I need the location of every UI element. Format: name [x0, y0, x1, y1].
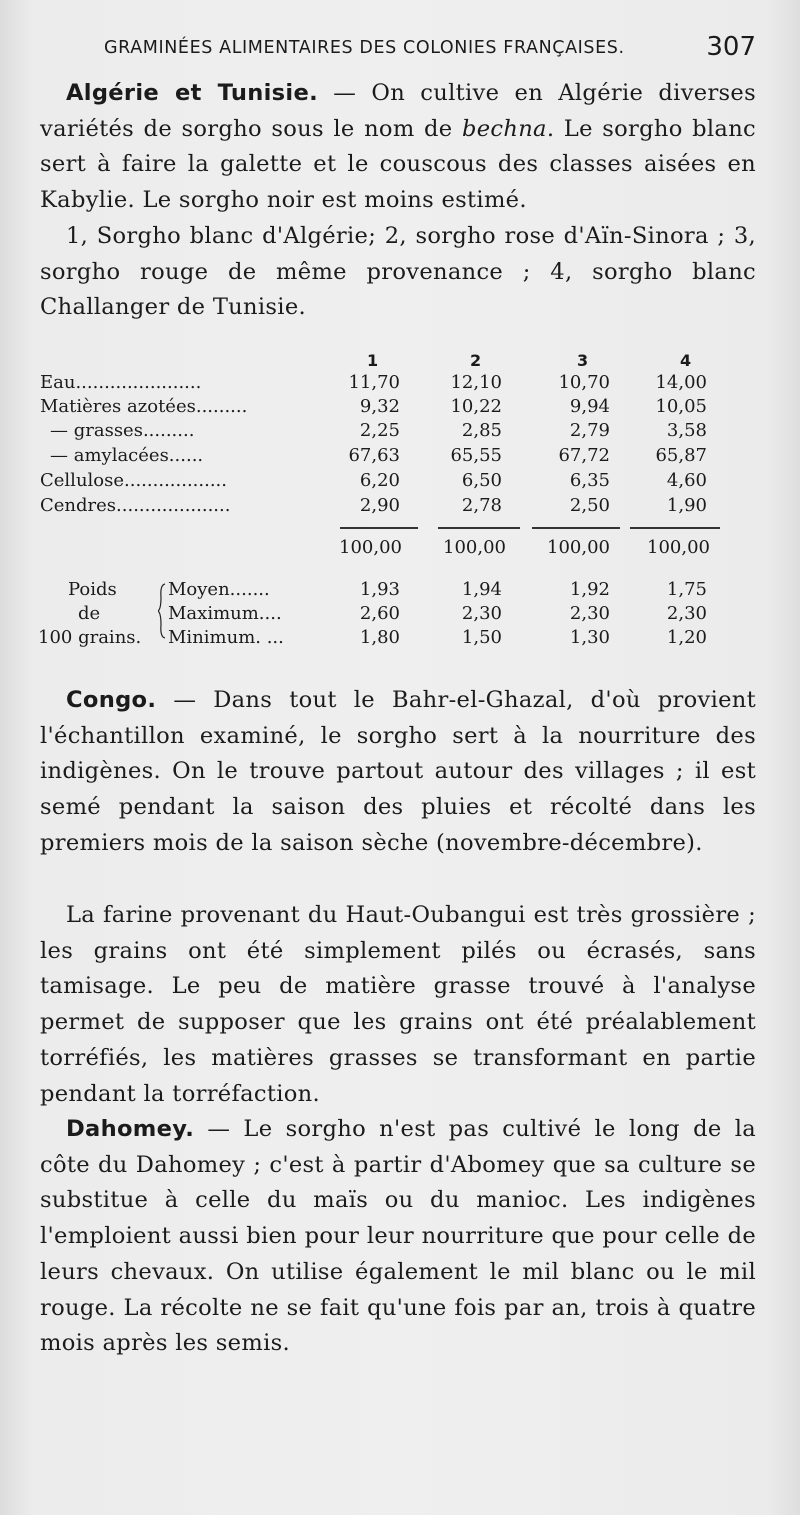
row-label-azotees: Matières azotées......... — [40, 396, 248, 417]
row-label-amylacees: — amylacées...... — [50, 445, 204, 466]
sum-rule-1 — [340, 527, 418, 529]
algerie-text-after: . Le sorgho blanc sert à faire la galette et le couscous des classes aisées en Kabylie. Le sorgho noir est moins estimé. — [40, 115, 757, 214]
total-3: 100,00 — [547, 537, 610, 558]
table-cell: 2,90 — [359, 495, 400, 516]
congo-text: — Dans tout le Bahr-el-Ghazal, d'où provient l'échantillon examiné, le sorgho sert à la nourriture des indigènes. On le trouve partout autour des villages ; il est semé pendant la saison des pluies et récolté dans les premiers mois de la saison sèche (novembre-décembre). — [40, 687, 756, 856]
column-header-2: 2 — [470, 351, 482, 370]
column-header-3: 3 — [577, 351, 589, 370]
table-cell: 2,60 — [359, 603, 400, 624]
column-header-1: 1 — [367, 351, 379, 370]
table-cell: 11,70 — [348, 372, 400, 393]
table-cell: 65,87 — [655, 445, 707, 466]
table-cell: 12,10 — [450, 372, 502, 393]
table-cell: 6,35 — [569, 470, 610, 491]
total-2: 100,00 — [443, 537, 506, 558]
dahomey-text: — Le sorgho n'est pas cultivé le long de la côte du Dahomey ; c'est à partir d'Abomey que sa culture se substitue à celle du maïs ou du manioc. Les indigènes l'emploient aussi bien pour leur nourriture que pour celle de leurs chevaux. On utilise également le mil blanc ou le mil rouge. La récolte ne se fait qu'une fois par an, trois à quatre mois après les semis. — [40, 1116, 756, 1357]
table-cell: 1,20 — [666, 627, 707, 648]
table-cell: 1,94 — [461, 579, 502, 600]
composition-table — [40, 345, 756, 665]
table-cell: 1,50 — [461, 627, 502, 648]
table-cell: 2,30 — [461, 603, 502, 624]
table-cell: 14,00 — [655, 372, 707, 393]
running-head — [104, 32, 756, 72]
table-cell: 3,58 — [666, 420, 707, 441]
table-cell: 2,30 — [569, 603, 610, 624]
weight-group-label-grains: 100 grains. — [38, 627, 142, 648]
running-head-title: GRAMINÉES ALIMENTAIRES DES COLONIES FRANÇAISES. — [104, 38, 625, 58]
table-cell: 6,50 — [461, 470, 502, 491]
heading-congo: Congo. — [66, 687, 157, 713]
brace-icon — [158, 583, 166, 639]
paragraph-farine: La farine provenant du Haut-Oubangui est très grossière ; les grains ont été simplement pilés ou écrasés, sans tamisage. Le peu de matière grasse trouvé à l'analyse permet de supposer que les grains ont été préalablement torréfiés, les matières grasses se transformant en partie pendant la torréfaction. — [40, 902, 756, 1107]
algerie-italic-term: bechna — [461, 115, 547, 142]
weight-group-label-poids: Poids — [68, 579, 117, 600]
paragraph-samples: 1, Sorgho blanc d'Algérie; 2, sorgho rose d'Aïn-Sinora ; 3, sorgho rouge de même provenance ; 4, sorgho blanc Challanger de Tunisie. — [40, 223, 756, 321]
row-label-cendres: Cendres.................... — [40, 495, 231, 516]
heading-dahomey: Dahomey. — [66, 1116, 195, 1142]
table-cell: 65,55 — [450, 445, 502, 466]
column-header-4: 4 — [680, 351, 692, 370]
row-label-eau: Eau...................... — [40, 372, 202, 393]
table-cell: 2,50 — [569, 495, 610, 516]
page-number: 307 — [706, 32, 756, 62]
row-label-moyen: Moyen....... — [168, 579, 270, 600]
table-cell: 1,93 — [359, 579, 400, 600]
row-label-grasses: — grasses......... — [50, 420, 195, 441]
table-cell: 10,05 — [655, 396, 707, 417]
sum-rule-2 — [438, 527, 520, 529]
table-cell: 2,30 — [666, 603, 707, 624]
table-cell: 1,90 — [666, 495, 707, 516]
table-cell: 4,60 — [666, 470, 707, 491]
table-cell: 2,85 — [461, 420, 502, 441]
table-cell: 1,30 — [569, 627, 610, 648]
row-label-minimum: Minimum. ... — [168, 627, 284, 648]
table-cell: 2,78 — [461, 495, 502, 516]
paragraph-dahomey — [40, 1112, 756, 1362]
table-cell: 67,63 — [348, 445, 400, 466]
table-cell: 10,70 — [558, 372, 610, 393]
table-cell: 2,25 — [359, 420, 400, 441]
paragraph-congo — [40, 683, 756, 862]
table-cell: 10,22 — [450, 396, 502, 417]
paragraph-algerie — [40, 76, 756, 219]
total-4: 100,00 — [647, 537, 710, 558]
row-label-cellulose: Cellulose.................. — [40, 470, 228, 491]
table-cell: 9,32 — [359, 396, 400, 417]
table-cell: 1,80 — [359, 627, 400, 648]
table-cell: 67,72 — [558, 445, 610, 466]
table-cell: 1,92 — [569, 579, 610, 600]
sum-rule-4 — [630, 527, 720, 529]
row-label-maximum: Maximum.... — [168, 603, 282, 624]
table-cell: 9,94 — [569, 396, 610, 417]
algerie-text-before: — On cultive en Algérie diverses variétés de sorgho sous le nom de — [40, 80, 757, 142]
total-1: 100,00 — [339, 537, 402, 558]
sum-rule-3 — [532, 527, 620, 529]
weight-group-label-de: de — [78, 603, 101, 624]
table-cell: 2,79 — [569, 420, 610, 441]
table-cell: 1,75 — [666, 579, 707, 600]
table-cell: 6,20 — [359, 470, 400, 491]
heading-algerie: Algérie et Tunisie. — [66, 80, 318, 106]
